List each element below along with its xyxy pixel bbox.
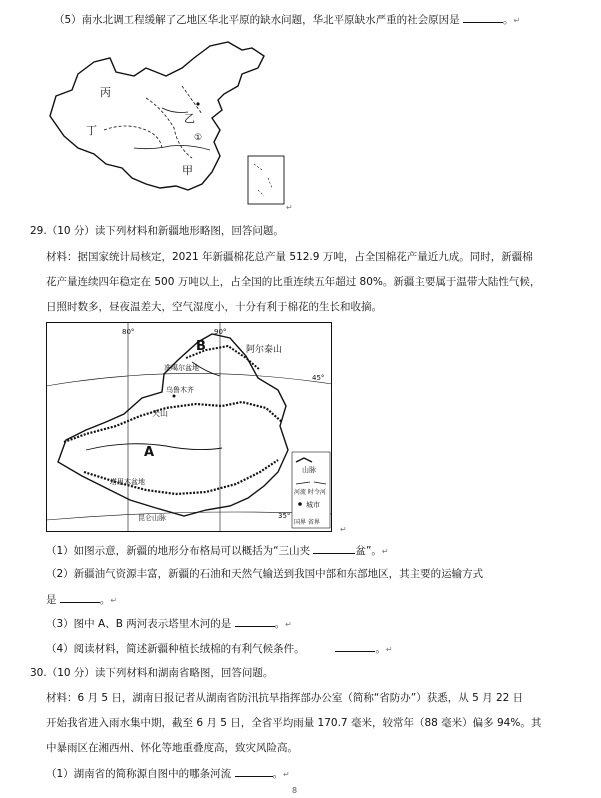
q29-sub1-blank[interactable] [313,543,355,554]
q29-sub2-line2: 是 。↵ [46,594,118,606]
altai-label: 阿尔泰山 [246,345,283,355]
south-china-sea-inset [248,156,284,204]
q30-material-1: 材料：6 月 5 日，湖南日报记者从湖南省防汛抗旱指挥部办公室（简称“省防办”）获悉，从 5 月 22 日 [46,692,524,704]
china-label-ding: 丁 [86,124,97,137]
q29-sub2-line1: （2）新疆油气资源丰富，新疆的石油和天然气输送到我国中部和东部地区，其主要的运输方式 [46,568,484,580]
junggar-label: 准噶尔盆地 [164,364,199,372]
q29-title: 29.（10 分）读下列材料和新疆地形略图，回答问题。 [30,225,284,237]
q29-sub1: （1）如图示意，新疆的地形分布格局可以概括为“三山夹 盆”。↵ [46,545,389,557]
q30-sub1-blank[interactable] [235,766,273,777]
kunlun-label: 昆仑山脉 [138,514,166,522]
legend-border: 国界 省界 [294,519,320,526]
q29-sub4-blank[interactable] [335,641,375,652]
q28-sub5: （5）南水北调工程缓解了乙地区华北平原的缺水问题，华北平原缺水严重的社会原因是 。↵ [54,14,521,26]
lat-45-label: 45° [312,374,325,382]
q29-sub4: （4）阅读材料，简述新疆种植长绒棉的有利气候条件。 。↵ [46,643,393,655]
river-b-label: B [196,339,206,354]
q29-sub3-blank[interactable] [235,616,275,627]
tarim-label: 塔里木盆地 [110,478,145,486]
q30-title: 30.（10 分）读下列材料和湖南省略图，回答问题。 [30,667,274,679]
q29-material-3: 日照时数多，昼夜温差大，空气湿度小，十分有利于棉花的生长和收摘。 [46,301,382,313]
q28-sub5-blank[interactable] [463,12,503,23]
legend-mountain: 山脉 [302,466,316,474]
china-label-yi: 乙 [184,112,195,125]
urumqi-label: 乌鲁木齐 [166,386,194,394]
china-label-bing: 丙 [100,86,111,99]
china-label-one: ① [194,133,203,143]
q30-material-2: 开始我省进入雨水集中期，截至 6 月 5 日，全省平均雨量 170.7 毫米，较常年（88 毫米）偏多 94%。其 [46,717,542,729]
q29-material-2: 花产量连续四年稳定在 500 万吨以上，占全国的比重连续五年超过 80%。新疆主要属于温带大陆性气候， [46,276,541,288]
legend-river: 河流 时令河 [294,489,326,496]
q30-material-3: 中暴雨区在湘西州、怀化等地重叠度高，致灾风险高。 [46,742,298,754]
q29-material-1: 材料：据国家统计局核定，2021 年新疆棉花总产量 512.9 万吨，占全国棉花产量近九成。同时，新疆棉 [46,251,533,263]
q29-sub2-blank[interactable] [60,592,100,603]
river-a-label: A [144,445,155,460]
q29-sub3: （3）图中 A、B 两河表示塔里木河的是 。↵ [46,618,292,630]
xinjiang-map [46,322,332,532]
q28-sub5-text: （5）南水北调工程缓解了乙地区华北平原的缺水问题，华北平原缺水严重的社会原因是 [54,14,460,26]
legend-city: 城市 [306,501,320,509]
china-label-jia: 甲 [182,164,193,177]
q30-sub1: （1）湖南省的简称源自图中的哪条河流 。↵ [46,768,290,780]
page-number: 8 [292,786,298,795]
tianshan-label: 天山 [152,409,168,418]
lon-90-label: 90° [214,328,227,336]
lon-80-label: 80° [122,328,135,336]
china-outline [50,42,264,190]
china-map [42,38,292,210]
lat-35-label: 35° [278,512,291,520]
